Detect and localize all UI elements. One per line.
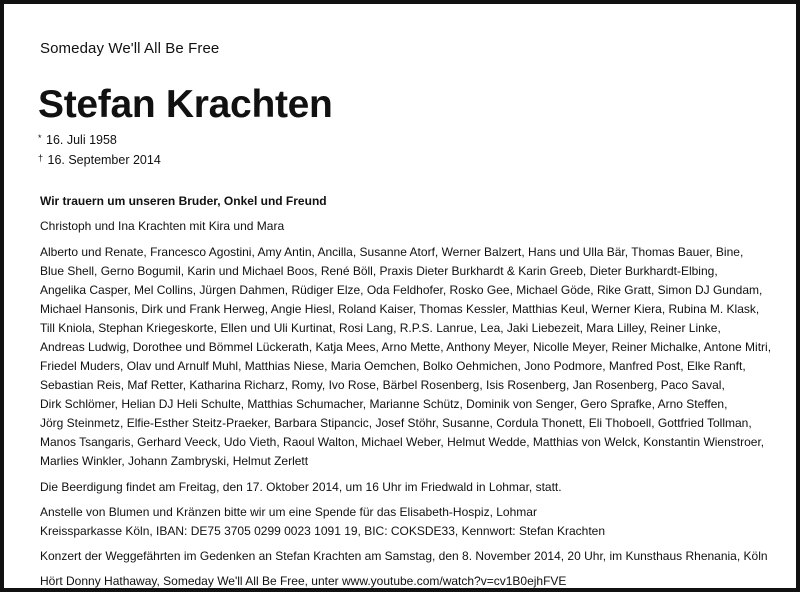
donation-info [40,503,776,541]
mourners-line: Andreas Ludwig, Dorothee und Bömmel Lückerath, Katja Mees, Arno Mette, Anthony Meyer, Nicolle Meyer, Reiner Michalke, Antone Mitri, [40,340,772,354]
mourners-line: Jörg Steinmetz, Elfie-Esther Steitz-Praeker, Barbara Stipancic, Josef Stöhr, Susanne, Cordula Thonett, Eli Thoboell, Gottfried Tollman, [40,416,752,430]
bank-details-line: Kreissparkasse Köln, IBAN: DE75 3705 0299 0023 1091 19, BIC: COKSDE33, Kennwort: Stefan Krachten [40,524,605,538]
mourners-line: Sebastian Reis, Maf Retter, Katharina Richarz, Romy, Ivo Rose, Bärbel Rosenberg, Isis Rosenberg, Jan Rosenberg, Paco Saval, [40,378,725,392]
notice-subtitle: Someday We'll All Be Free [40,40,220,57]
mourners-line: Friedel Muders, Olav und Arnulf Muhl, Matthias Niese, Maria Oemchen, Bolko Oehmichen, Jono Podmore, Manfred Post, Elke Ranft, [40,359,746,373]
mourners-line: Manos Tsangaris, Gerhard Veeck, Udo Vieth, Raoul Walton, Michael Weber, Helmut Wedde, Matthias von Welck, Konstantin Wienstroer, [40,435,765,449]
mourners-line: Michael Hansonis, Dirk und Frank Herweg, Angie Hiesl, Roland Kaiser, Thomas Kessler, Matthias Keul, Werner Kiera, Rubina M. Klask, [40,302,760,316]
funeral-info: Die Beerdigung findet am Freitag, den 17. Oktober 2014, um 16 Uhr im Friedwald in Lohmar, statt. [40,480,562,494]
mourners-list [40,243,776,471]
birth-date-line [38,129,161,149]
death-date: 16. September 2014 [47,153,161,167]
mourners-line: Alberto und Renate, Francesco Agostini, Amy Antin, Ancilla, Susanne Atorf, Werner Balzert, Hans und Ulla Bär, Thomas Bauer, Bine, [40,245,744,259]
family-line: Christoph und Ina Krachten mit Kira und Mara [40,219,285,233]
mourners-line: Till Kniola, Stephan Kriegeskorte, Ellen und Uli Kurtinat, Rosi Lang, R.P.S. Lanrue, Lea, Jaki Liebezeit, Mara Lilley, Reiner Linke, [40,321,721,335]
mourners-line: Blue Shell, Gerno Bogumil, Karin und Michael Boos, René Böll, Praxis Dieter Burkhardt & Karin Greeb, Dieter Burkhardt-Elbing, [40,264,718,278]
birth-symbol: * [38,133,42,143]
birth-date: 16. Juli 1958 [46,133,117,147]
life-dates [38,129,161,169]
mourners-line: Marlies Winkler, Johann Zambryski, Helmut Zerlett [40,454,309,468]
concert-info: Konzert der Weggefährten im Gedenken an Stefan Krachten am Samstag, den 8. November 2014, 20 Uhr, im Kunsthaus Rhenania, Köln [40,549,768,563]
notice-body [40,192,776,597]
death-symbol: † [38,153,44,163]
mourners-line: Dirk Schlömer, Helian DJ Heli Schulte, Matthias Schumacher, Marianne Schütz, Dominik von Senger, Gero Sprafke, Arno Steffen, [40,397,728,411]
donation-line: Anstelle von Blumen und Kränzen bitte wir um eine Spende für das Elisabeth-Hospiz, Lohmar [40,505,537,519]
deceased-name: Stefan Krachten [38,83,333,126]
mourners-line: Angelika Casper, Mel Collins, Jürgen Dahmen, Rüdiger Elze, Oda Feldhofer, Rosko Gee, Michael Göde, Rike Gratt, Simon DJ Gundam, [40,283,763,297]
death-date-line [38,149,161,169]
mourning-headline: Wir trauern um unseren Bruder, Onkel und Freund [40,194,327,208]
listen-info: Hört Donny Hathaway, Someday We'll All Be Free, unter www.youtube.com/watch?v=cv1B0ejhFVE [40,574,567,588]
